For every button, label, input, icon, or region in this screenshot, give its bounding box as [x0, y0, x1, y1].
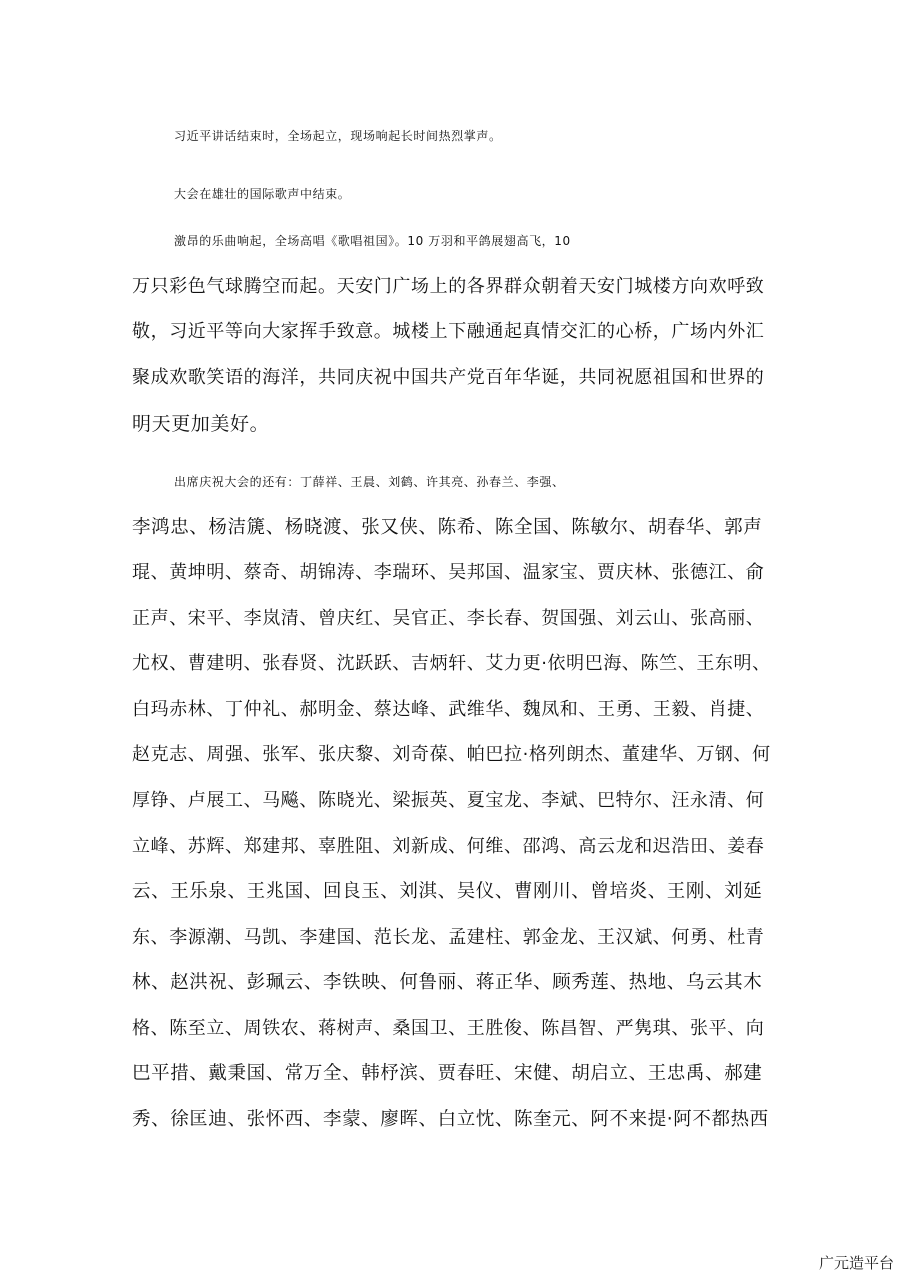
text-line: 尤权、曹建明、张春贤、沈跃跃、吉炳轩、艾力更·依明巴海、陈竺、王东明、: [132, 653, 771, 674]
text-line: 白玛赤林、丁仲礼、郝明金、蔡达峰、武维华、魏凤和、王勇、王毅、肖捷、: [132, 699, 765, 720]
text-line: 明天更加美好。: [132, 413, 270, 435]
paragraph-ceremony-end: 大会在雄壮的国际歌声中结束。: [174, 187, 351, 201]
text-line: 琨、黄坤明、蔡奇、胡锦涛、李瑞环、吴邦国、温家宝、贾庆林、张德江、俞: [132, 562, 765, 583]
text-line: 激昂的乐曲响起，全场高唱《歌唱祖国》。10 万羽和平鸽展翅高飞，10: [174, 234, 571, 248]
text-line: 敬，习近平等向大家挥手致意。城楼上下融通起真情交汇的心桥，广场内外汇: [132, 321, 765, 342]
text-line: 格、陈至立、周铁农、蒋树声、桑国卫、王胜俊、陈昌智、严隽琪、张平、向: [132, 1018, 765, 1039]
text-line: 李鸿忠、杨洁篪、杨晓渡、张又侠、陈希、陈全国、陈敏尔、胡春华、郭声: [132, 517, 763, 538]
text-line: 东、李源潮、马凯、李建国、范长龙、孟建柱、郭金龙、王汉斌、何勇、杜青: [132, 927, 765, 948]
text-line: 赵克志、周强、张军、张庆黎、刘奇葆、帕巴拉·格列朗杰、董建华、万钢、何: [132, 744, 771, 765]
text-line: 出席庆祝大会的还有：丁薛祥、王晨、刘鹤、许其亮、孙春兰、李强、: [174, 475, 565, 489]
text-line: 厚铮、卢展工、马飚、陈晓光、梁振英、夏宝龙、李斌、巴特尔、汪永清、何: [132, 790, 765, 811]
watermark: 广元造平台: [818, 1254, 894, 1272]
text-line: 林、赵洪祝、彭珮云、李铁映、何鲁丽、蒋正华、顾秀莲、热地、乌云其木: [132, 972, 763, 993]
text-line: 巴平措、戴秉国、常万全、韩杼滨、贾春旺、宋健、胡启立、王忠禹、郝建: [132, 1063, 763, 1084]
text-line: 聚成欢歌笑语的海洋，共同庆祝中国共产党百年华诞，共同祝愿祖国和世界的: [132, 367, 765, 388]
text-line: 立峰、苏辉、郑建邦、辜胜阻、刘新成、何维、邵鸿、高云龙和迟浩田、姜春: [132, 836, 765, 857]
text-line: 万只彩色气球腾空而起。天安门广场上的各界群众朝着天安门城楼方向欢呼致: [132, 276, 765, 297]
paragraph-speech-end: 习近平讲话结束时，全场起立，现场响起长时间热烈掌声。: [174, 129, 502, 143]
text-line: 正声、宋平、李岚清、曾庆红、吴官正、李长春、贺国强、刘云山、张高丽、: [132, 608, 765, 629]
text-line: 秀、徐匡迪、张怀西、李蒙、廖晖、白立忱、陈奎元、阿不来提·阿不都热西: [132, 1109, 769, 1130]
text-line: 云、王乐泉、王兆国、回良玉、刘淇、吴仪、曹刚川、曾培炎、王刚、刘延: [132, 881, 763, 902]
